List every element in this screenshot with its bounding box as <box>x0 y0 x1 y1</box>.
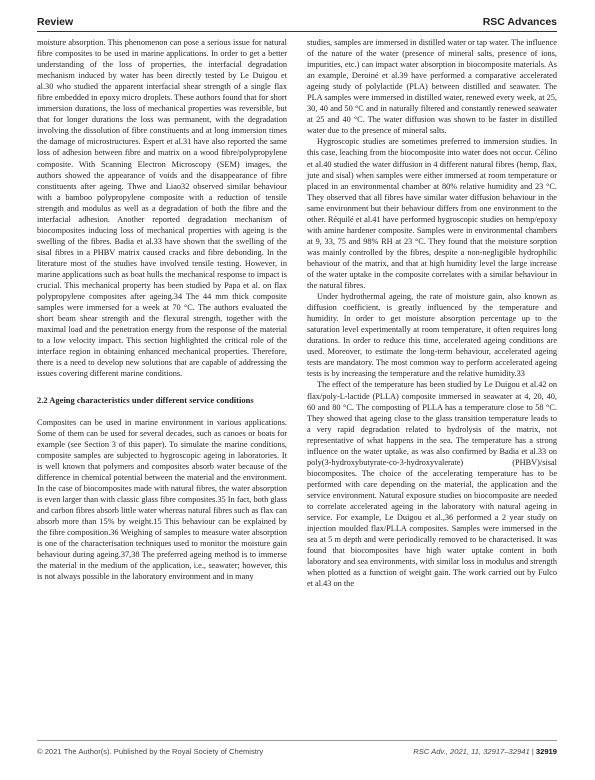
right-column <box>307 37 557 589</box>
running-header <box>37 14 557 30</box>
paragraph: Composites can be used in marine environment in various applications. Some of them can be used for several decades, such as canoes or boats for example (see Section 3 of this paper). To simulate the marine conditions, composite samples are subjected to hygroscopic ageing in laboratories. It is well known that polymers and composites absorb water because of the difference in chemical potential between the material and the environment. In the case of biocomposites made with natural fibres, the water absorption is even larger than with classic glass fibre composites.35 In fact, both glass and carbon fibres absorb little water whereas natural fibres such as flax can absorb more than 15% by weight.15 This behaviour can be explained by the fibre composition.36 Weighing of samples to measure water absorption is one of the characterisation techniques used to monitor the moisture gain behaviour during ageing.37,38 The preferred ageing method is to immerse the material in the medium of the application, i.e., seawater; however, this is not always possible in the laboratory environment and in many <box>37 417 287 582</box>
left-column <box>37 37 287 582</box>
header-section-label: Review <box>37 16 74 28</box>
copyright-notice: © 2021 The Author(s). Published by the Royal Society of Chemistry <box>37 747 264 756</box>
footer-rule <box>37 740 557 741</box>
journal-citation: RSC Adv., 2021, 11, 32917–32941 | <box>413 747 534 756</box>
page-number: 32919 <box>535 747 557 756</box>
header-rule <box>37 31 557 32</box>
paragraph: moisture absorption. This phenomenon can pose a serious issue for natural fibre composites to be used in marine applications. In order to get a better understanding of the loss of properties, the interfacial degradation mechanism induced by water has been directly tested by Le Duigou et al.30 who studied the apparent interfacial shear strength of a single flax fibre embedded in epoxy micro droplets. These authors found that for short immersion durations, the loss of mechanical properties was reversible, but that for longer durations the loss was permanent, with the degradation involving the dissolution of fibre constituents and at long immersion times the damage of microstructures. Espert et al.31 have also reported the same loss of adhesion between fibre and matrix on a wood fibre/polypropylene composite. With Scanning Electron Microscopy (SEM) images, the authors showed the appearance of voids and the disappearance of fibre constituents after ageing. Thwe and Liao32 observed similar behaviour with a bamboo polypropylene composite with a reduction of tensile strength and modulus as well as a degradation of both the fibre and the interfacial adhesion. Another reported degradation mechanism of biocomposites inducing loss of mechanical properties with ageing is the swelling of the fibres. Badia et al.33 have shown that the swelling of the sisal fibres in a PHBV matrix caused cracks and fibre debonding. In the literature most of the studies have involved tensile testing. However, in marine applications such as boat hulls the mechanical response to impact is crucial. This mechanical property has been studied by Papa et al. on flax polypropylene composites after ageing.34 The 44 mm thick composite samples were immersed for a week at 70 °C. The authors evaluated the short beam shear strength and the flexural strength, together with the maximal load and the penetration energy from the response of the material to a low velocity impact. This section highlighted the critical role of the interface region in obtaining enhanced mechanical properties. Therefore, there is a need to develop new solutions that are capable of addressing the issues covering different marine conditions. <box>37 38 287 379</box>
page-footer <box>37 745 557 759</box>
paragraph: studies, samples are immersed in distilled water or tap water. The influence of the nature of the water (presence of mineral salts, presence of ions, impurities, etc.) can impact water absorption in biocomposite materials. As an example, Deroiné et al.39 have performed a comparative accelerated ageing study of polylactide (PLA) between distilled and seawater. The PLA samples were immersed in distilled water, renewed every week, at 25, 30, 40 and 50 °C and in naturally filtered and constantly renewed seawater at 25 and 40 °C. The water diffusion was shown to be faster in distilled water due to the presence of mineral salts. <box>307 38 557 136</box>
paragraph: The effect of the temperature has been studied by Le Duigou et al.42 on flax/poly-L-lactide (PLLA) composite immersed in seawater at 4, 20, 40, 60 and 80 °C. The composting of PLLA has a temperature close to 58 °C. They showed that ageing close to the glass transition temperature leads to a very rapid degradation related to hydrolysis of the matrix, not representative of what happens in the sea. The temperature has a strong influence on the water uptake, as was also confirmed by Badia et al.33 on poly(3-hydroxybutyrate-co-3-hydroxyvalerate) (PHBV)/sisal biocomposites. The choice of the accelerating temperature has to be performed with care depending on the material, the application and the service environment. Natural exposure studies on biocomposite are needed to correlate accelerated ageing in the laboratory with natural ageing in service. For example, Le Duigou et al.,36 performed a 2 year study on injection moulded flax/PLLA composites. Samples were immersed in the sea at 5 m depth and were periodically removed to be characterised. It was found that biocomposites have high water uptake content in both laboratory and sea environments, with similar loss in modulus and strength when plotted as a function of weight gain. The work carried out by Fulco et al.43 on the <box>307 380 557 589</box>
header-journal-name: RSC Advances <box>482 16 557 28</box>
footer-citation-block <box>413 747 557 756</box>
paragraph: Hygroscopic studies are sometimes preferred to immersion studies. In this case, leaching from the biocomposite into water does not occur. Célino et al.40 studied the water diffusion in 4 different natural fibres (hemp, flax, jute and sisal) when samples were either immersed at room temperature or placed in an environmental chamber at 80% relative humidity and 23 °C. They observed that all fibres have similar water diffusion behaviour in the same environment but their behaviour differs from one environment to the other. Réquilé et al.41 have performed hygroscopic studies on hemp/epoxy with amine hardener composite. Samples were in environmental chambers at 9, 33, 75 and 98% RH at 23 °C. They found that the moisture sorption was mainly controlled by the fibres, despite a non-negligible hydrophilic behaviour of the matrix, and that at high humidity level the large increase of the water uptake in the composite correlates with a similar behaviour in the natural fibres. <box>307 137 557 291</box>
section-heading: 2.2 Ageing characteristics under different service conditions <box>37 395 254 406</box>
paragraph: Under hydrothermal ageing, the rate of moisture gain, also known as diffusion coefficient, is greatly influenced by the temperature and humidity. In order to get moisture absorption percentage up to the saturation level experimentally at room temperature, it often requires long durations. In order to reduce this time, accelerated ageing conditions are used. Moreover, to estimate the long-term behaviour, accelerated ageing tests are mandatory. The most common way to perform accelerated ageing tests is by increasing the temperature and the relative humidity.33 <box>307 292 557 379</box>
